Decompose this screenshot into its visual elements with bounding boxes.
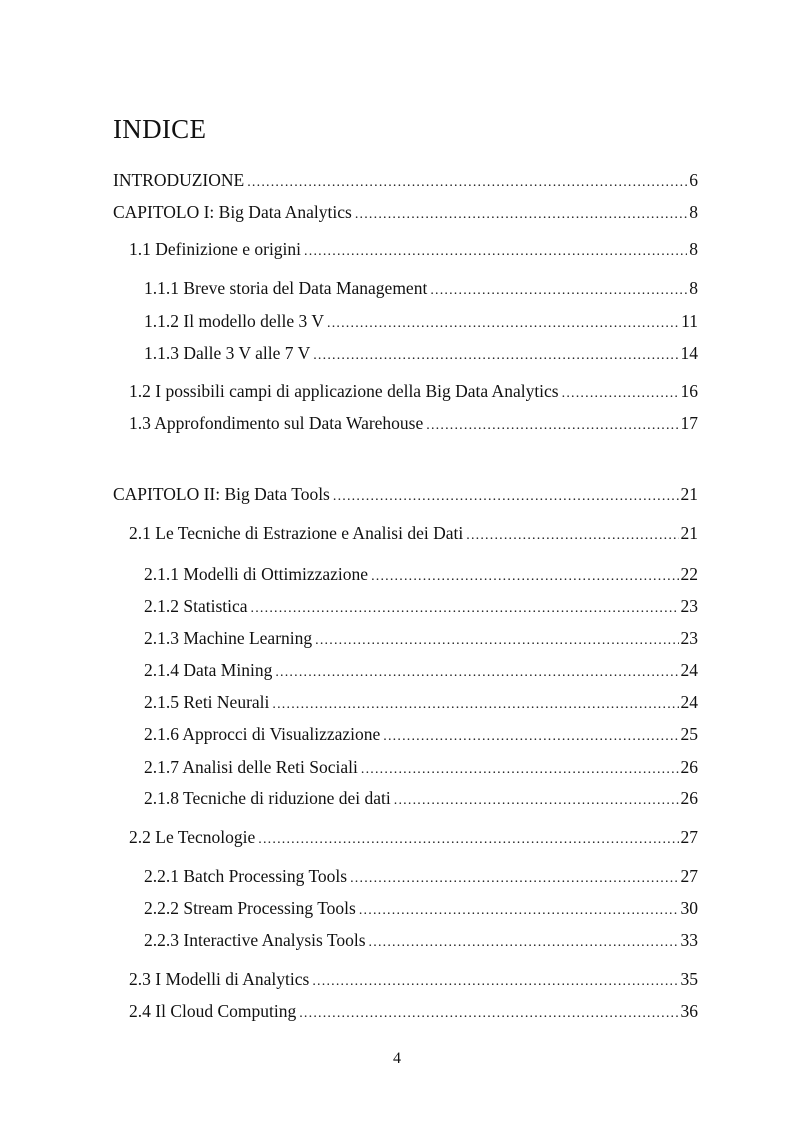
toc-entry-2-1[interactable] [129, 522, 698, 544]
toc-entry-label: 2.1.8 Tecniche di riduzione dei dati [144, 788, 391, 808]
dot-leader [355, 204, 687, 226]
toc-page-number: 6 [689, 170, 698, 190]
dot-leader [251, 598, 679, 620]
toc-page-number: 27 [680, 827, 698, 847]
dot-leader [383, 726, 678, 748]
toc-entry-capitolo-2[interactable] [113, 483, 698, 505]
toc-entry-label: 1.1.1 Breve storia del Data Management [144, 278, 428, 298]
toc-entry-2-1-5[interactable] [144, 691, 698, 713]
dot-leader [313, 345, 678, 367]
toc-entry-label: 1.1 Definizione e origini [129, 239, 302, 259]
toc-page-number: 27 [680, 866, 698, 886]
toc-entry-label: INTRODUZIONE [113, 170, 245, 190]
toc-entry-1-1[interactable] [129, 238, 698, 260]
toc-entry-2-1-2[interactable] [144, 595, 698, 617]
dot-leader [369, 932, 679, 954]
toc-page-number: 33 [680, 930, 698, 950]
toc-entry-label: 2.4 Il Cloud Computing [129, 1001, 297, 1021]
toc-entry-label: 2.1 Le Tecniche di Estrazione e Analisi dei Dati [129, 523, 464, 543]
toc-page-number: 23 [680, 596, 698, 616]
toc-entry-label: 2.1.2 Statistica [144, 596, 248, 616]
toc-entry-label: 2.1.7 Analisi delle Reti Sociali [144, 757, 358, 777]
toc-entry-2-1-6[interactable] [144, 723, 698, 745]
toc-page-number: 17 [680, 413, 698, 433]
toc-page-number: 14 [680, 343, 698, 363]
toc-entry-label: 2.1.5 Reti Neurali [144, 692, 270, 712]
toc-entry-2-1-1[interactable] [144, 563, 698, 585]
toc-entry-capitolo-1[interactable] [113, 201, 698, 223]
toc-page-number: 24 [680, 660, 698, 680]
toc-entry-introduzione[interactable] [113, 169, 698, 191]
toc-entry-label: 2.2.3 Interactive Analysis Tools [144, 930, 366, 950]
dot-leader [426, 415, 678, 437]
toc-entry-2-1-4[interactable] [144, 659, 698, 681]
dot-leader [312, 971, 678, 993]
toc-entry-1-1-1[interactable] [144, 277, 698, 299]
page-number: 4 [393, 1050, 401, 1067]
dot-leader [247, 172, 687, 194]
toc-page-number: 35 [680, 969, 698, 989]
toc-entry-label: 1.2 I possibili campi di applicazione della Big Data Analytics [129, 381, 559, 401]
dot-leader [466, 525, 678, 547]
toc-entry-1-1-3[interactable] [144, 342, 698, 364]
dot-leader [350, 868, 678, 890]
toc-page-number: 30 [680, 898, 698, 918]
toc-entry-label: 2.3 I Modelli di Analytics [129, 969, 310, 989]
toc-entry-label: 1.1.3 Dalle 3 V alle 7 V [144, 343, 311, 363]
toc-entry-label: 2.1.4 Data Mining [144, 660, 273, 680]
toc-entry-2-2-1[interactable] [144, 865, 698, 887]
page-title: INDICE [113, 114, 207, 144]
dot-leader [315, 630, 678, 652]
toc-entry-2-1-3[interactable] [144, 627, 698, 649]
dot-leader [333, 486, 679, 508]
dot-leader [394, 790, 679, 812]
toc-page-number: 25 [680, 724, 698, 744]
toc-entry-2-2-2[interactable] [144, 897, 698, 919]
toc-page-number: 16 [680, 381, 698, 401]
toc-page-number: 22 [680, 564, 698, 584]
toc-entry-2-2-3[interactable] [144, 929, 698, 951]
dot-leader [371, 566, 678, 588]
toc-entry-label: CAPITOLO I: Big Data Analytics [113, 202, 352, 222]
toc-page-number: 8 [689, 239, 698, 259]
toc-entry-2-3[interactable] [129, 968, 698, 990]
toc-entry-1-1-2[interactable] [144, 310, 698, 332]
toc-entry-2-4[interactable] [129, 1000, 698, 1022]
toc-page-number: 26 [680, 757, 698, 777]
toc-entry-1-2[interactable] [129, 380, 698, 402]
toc-page-number: 24 [680, 692, 698, 712]
toc-entry-label: 2.2 Le Tecnologie [129, 827, 256, 847]
toc-page-number: 8 [689, 202, 698, 222]
dot-leader [430, 280, 687, 302]
toc-entry-1-3[interactable] [129, 412, 698, 434]
toc-page-number: 26 [680, 788, 698, 808]
toc-page-number: 8 [689, 278, 698, 298]
toc-page-number: 23 [680, 628, 698, 648]
dot-leader [275, 662, 678, 684]
toc-entry-label: 2.1.3 Machine Learning [144, 628, 313, 648]
dot-leader [299, 1003, 678, 1025]
dot-leader [272, 694, 678, 716]
dot-leader [327, 313, 679, 335]
toc-entry-label: 2.1.6 Approcci di Visualizzazione [144, 724, 381, 744]
toc-page-number: 11 [681, 311, 698, 331]
toc-entry-label: 1.3 Approfondimento sul Data Warehouse [129, 413, 424, 433]
toc-page-number: 36 [680, 1001, 698, 1021]
dot-leader [562, 383, 679, 405]
dot-leader [304, 241, 687, 263]
toc-page-number: 21 [680, 484, 698, 504]
toc-entry-2-1-7[interactable] [144, 756, 698, 778]
toc-entry-label: 1.1.2 Il modello delle 3 V [144, 311, 324, 331]
toc-entry-label: 2.2.2 Stream Processing Tools [144, 898, 356, 918]
toc-entry-label: 2.1.1 Modelli di Ottimizzazione [144, 564, 369, 584]
toc-entry-2-2[interactable] [129, 826, 698, 848]
toc-entry-2-1-8[interactable] [144, 787, 698, 809]
toc-entry-label: 2.2.1 Batch Processing Tools [144, 866, 348, 886]
dot-leader [258, 829, 678, 851]
toc-page-number: 21 [680, 523, 698, 543]
toc-entry-label: CAPITOLO II: Big Data Tools [113, 484, 330, 504]
dot-leader [359, 900, 679, 922]
dot-leader [361, 759, 679, 781]
